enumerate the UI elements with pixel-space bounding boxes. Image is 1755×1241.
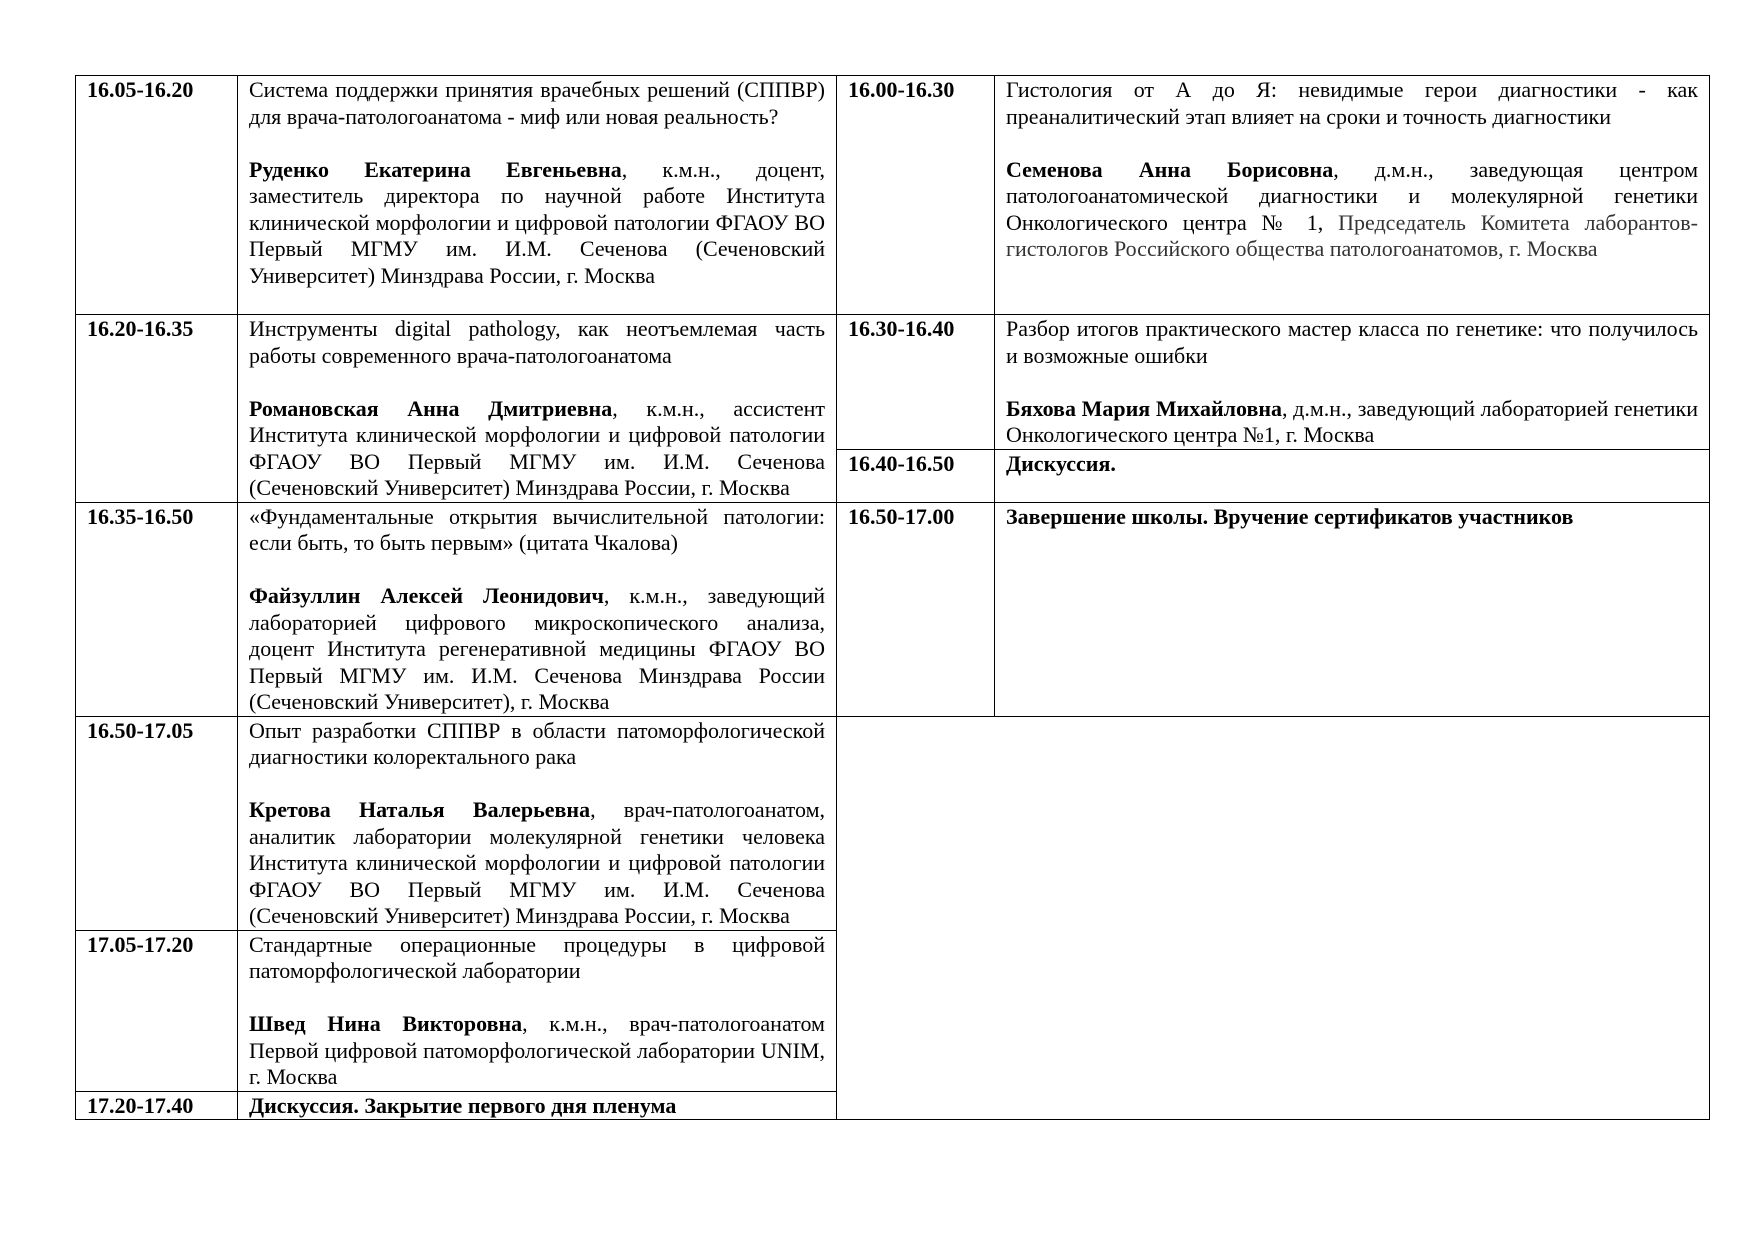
empty-cell — [837, 716, 1710, 1120]
session-time: 16.50-17.05 — [76, 716, 238, 930]
speaker-info — [249, 1011, 825, 1091]
speaker-name: Кретова Наталья Валерьевна — [249, 797, 591, 822]
speaker-info — [1006, 157, 1698, 263]
session-description — [238, 716, 837, 930]
speaker-info — [1006, 396, 1698, 449]
session-time: 16.00-16.30 — [837, 76, 995, 315]
schedule-table — [75, 75, 1710, 1120]
speaker-name: Романовская Анна Дмитриевна — [249, 395, 613, 421]
speaker-info — [249, 157, 825, 290]
session-title: «Фундаментальные открытия вычислительной патологии: если быть, то быть первым» (цитата Чкалова) — [249, 503, 825, 555]
speaker-info — [249, 396, 825, 502]
session-time: 17.05-17.20 — [76, 930, 238, 1091]
schedule-row — [76, 76, 1710, 315]
session-time: 16.50-17.00 — [837, 502, 995, 716]
session-description — [238, 930, 837, 1091]
speaker-details: , врач-патологоанатом, аналитик лаборатории молекулярной генетики человека Института клинической морфологии и цифровой патологии ФГАОУ ВО Первый МГМУ им. И.М. Сеченова (Сеченовский Университет) Минздрава России, г. Москва — [249, 797, 825, 928]
session-title: Инструменты digital pathology, как неотъемлемая часть работы современного врача-патологоанатома — [249, 316, 825, 368]
speaker-details-extra: Председатель Комитета лаборантов-гистологов Российского общества патологоанатомов, г. Москва — [1006, 209, 1698, 261]
session-description — [238, 76, 837, 315]
speaker-details: , к.м.н., заведующий лабораторией цифрового микроскопического анализа, доцент Института регенеративной медицины ФГАОУ ВО Первый МГМУ им. И.М. Сеченова Минздрава России (Сеченовский Университет), г. Москва — [249, 583, 825, 714]
session-time: 16.20-16.35 — [76, 315, 238, 503]
speaker-name: Семенова Анна Борисовна — [1006, 156, 1334, 182]
session-title: Стандартные операционные процедуры в цифровой патоморфологической лаборатории — [249, 931, 825, 983]
session-description — [238, 315, 837, 503]
session-time: 16.30-16.40 — [837, 315, 995, 450]
speaker-name: Швед Нина Викторовна — [249, 1011, 523, 1036]
speaker-details: , к.м.н., доцент, заместитель директора по научной работе Института клинической морфологии и цифровой патологии ФГАОУ ВО Первый МГМУ им. И.М. Сеченова (Сеченовский Университет) Минздрава России, г. Москва — [249, 156, 825, 288]
session-description — [995, 315, 1710, 450]
schedule-row — [76, 502, 1710, 716]
schedule-row — [76, 315, 1710, 450]
session-title: Система поддержки принятия врачебных решений (СППВР) для врача-патологоанатома - миф или новая реальность? — [249, 77, 825, 129]
session-title: Разбор итогов практического мастер класса по генетике: что получилось и возможные ошибки — [1006, 316, 1698, 368]
speaker-name: Файзуллин Алексей Леонидович — [249, 583, 604, 608]
session-title: Дискуссия. Закрытие первого дня пленума — [238, 1091, 837, 1120]
speaker-name: Бяхова Мария Михайловна — [1006, 395, 1283, 421]
session-time: 16.35-16.50 — [76, 502, 238, 716]
session-title: Опыт разработки СППВР в области патоморфологической диагностики колоректального рака — [249, 717, 825, 769]
speaker-details: , д.м.н., заведующий лабораторией генетики Онкологического центра №1, г. Москва — [1006, 395, 1698, 447]
speaker-details: , к.м.н., ассистент Института клинической морфологии и цифровой патологии ФГАОУ ВО Первый МГМУ им. И.М. Сеченова (Сеченовский Университет) Минздрава России, г. Москва — [249, 395, 826, 500]
session-title: Завершение школы. Вручение сертификатов участников — [995, 502, 1710, 716]
session-time: 16.40-16.50 — [837, 449, 995, 502]
speaker-name: Руденко Екатерина Евгеньевна — [249, 156, 622, 182]
speaker-info — [249, 797, 825, 930]
schedule-row — [76, 716, 1710, 930]
session-title: Дискуссия. — [995, 449, 1710, 502]
session-description — [995, 76, 1710, 315]
session-time: 16.05-16.20 — [76, 76, 238, 315]
speaker-info — [249, 583, 825, 716]
session-title: Гистология от А до Я: невидимые герои диагностики - как преаналитический этап влияет на сроки и точность диагностики — [1006, 77, 1698, 129]
speaker-details: , к.м.н., врач-патологоанатом Первой цифровой патоморфологической лаборатории UNIM, г. Москва — [249, 1011, 825, 1089]
session-time: 17.20-17.40 — [76, 1091, 238, 1120]
speaker-details: , д.м.н., заведующая центром патологоанатомической диагностики и молекулярной генетики Онкологического центра № 1, — [1006, 156, 1698, 235]
session-description — [238, 502, 837, 716]
